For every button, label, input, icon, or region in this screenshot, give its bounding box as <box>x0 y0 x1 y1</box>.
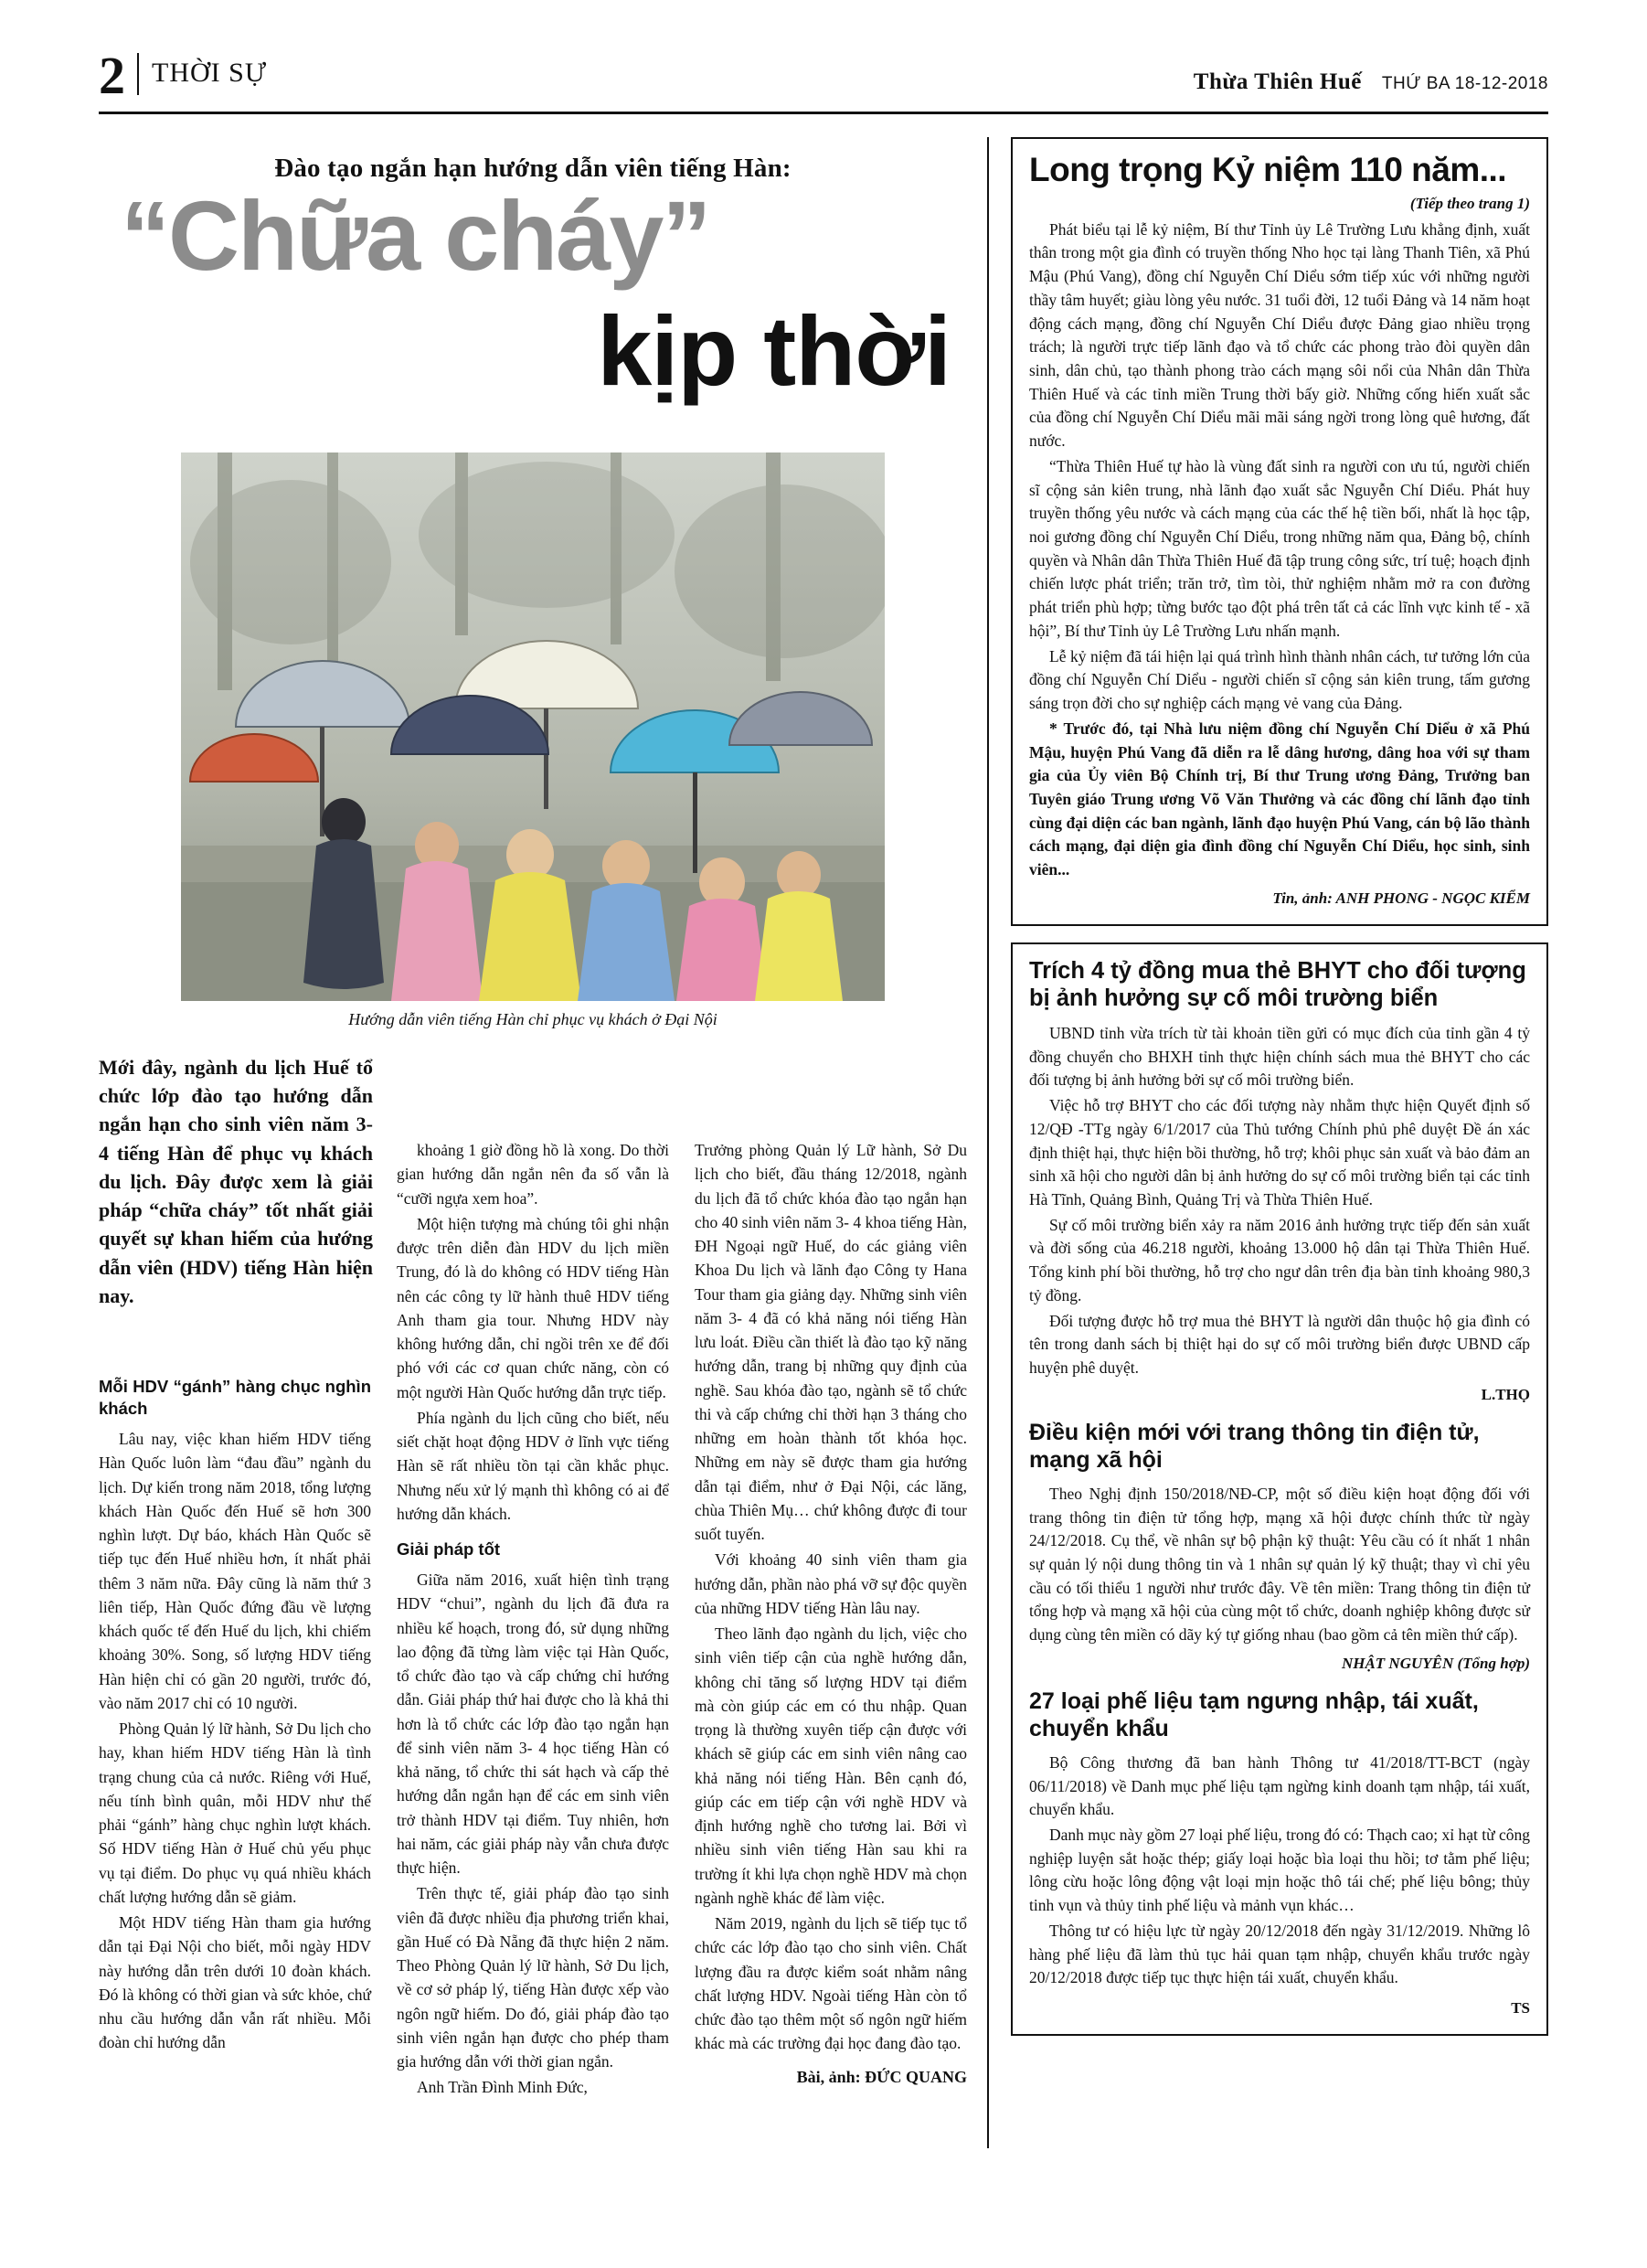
right-headline-3: Điều kiện mới với trang thông tin điện tử, mạng xã hội <box>1029 1419 1480 1473</box>
headline-block <box>99 180 967 432</box>
masthead-divider <box>137 53 139 95</box>
paragraph: Phát biểu tại lễ kỷ niệm, Bí thư Tỉnh ủy Lê Trường Lưu khẳng định, xuất thân trong một gia đình có truyền thống Nho học tại làng Thanh Tiên, xã Phú Mậu (Phú Vang), đồng chí Nguyễn Chí Diểu sớm tiếp xúc với những người thầy tâm huyết; giàu lòng yêu nước. 31 tuổi đời, 12 tuổi Đảng và 14 năm hoạt động cách mạng, đồng chí Nguyễn Chí Diểu được Đảng giao nhiều trọng trách; là người trực tiếp lãnh đạo và tổ chức các phong trào đòi quyền dân sinh, dân chủ, tạo thành phong trào cách mạng sôi nổi của Nhân dân Thừa Thiên Huế và các tỉnh miền Trung thời bấy giờ. Những cống hiến xuất sắc của đồng chí Nguyễn Chí Diểu mãi mãi sáng ngời trong lòng quê hương, đất nước. <box>1029 219 1530 451</box>
paragraph: Anh Trần Đình Minh Đức, <box>417 2078 588 2097</box>
column-divider <box>987 137 989 2148</box>
right-headline-4: 27 loại phế liệu tạm ngưng nhập, tái xuất, chuyển khẩu <box>1029 1688 1479 1741</box>
continued-note: (Tiếp theo trang 1) <box>1409 194 1530 212</box>
photo-illustration <box>181 453 885 1001</box>
paragraph: Thông tư có hiệu lực từ ngày 20/12/2018 đến ngày 31/12/2019. Những lô hàng phế liệu đã làm thủ tục hải quan tạm nhập, chuyển khẩu trước ngày 20/12/2018 được tiếp tục thực hiện tái xuất, chuyển khẩu. <box>1029 1921 1530 1987</box>
paragraph: Lâu nay, việc khan hiếm HDV tiếng Hàn Quốc luôn làm “đau đầu” ngành du lịch. Dự kiến trong năm 2018, tổng lượng khách Hàn Quốc đến Huế sẽ hơn 300 nghìn lượt. Dự báo, khách Hàn Quốc sẽ tiếp tục đến Huế nhiều hơn, ít nhất phải thêm 3 năm nữa. Đây cũng là năm thứ 3 liên tiếp, Hàn Quốc đứng đầu về lượng khách quốc tế đến Huế du lịch, khi chiếm khoảng 30%. Song, số lượng HDV tiếng Hàn hiện chỉ có gần 20 người, trước đó, vào năm 2017 chỉ có 10 người. <box>99 1430 371 1712</box>
right-credit-2: L.THỌ <box>1481 1385 1530 1403</box>
paragraph: Trưởng phòng Quản lý Lữ hành, Sở Du lịch cho biết, đầu tháng 12/2018, ngành du lịch đã tổ chức khóa đào tạo ngắn hạn cho 40 sinh viên năm 3- 4 khoa tiếng Hàn, ĐH Ngoại ngữ Huế, do các giảng viên Khoa Du lịch và lãnh đạo Công ty Hana Tour tham gia giảng dạy. Những sinh viên năm 3- 4 đã có khả năng nói tiếng Hàn lưu loát. Điều cần thiết là đào tạo kỹ năng hướng dẫn, trang bị những quy định của nghề. Sau khóa đào tạo, ngành sẽ tổ chức thi và cấp chứng chỉ thời hạn 3 tháng cho những em hoàn thành tốt khóa học. Những em này sẽ được tham gia hướng dẫn tại điểm, như ở Đại Nội, các lăng, chùa Thiên Mụ… chứ không được đi tour suốt tuyến. <box>695 1141 967 1543</box>
paragraph: Danh mục này gồm 27 loại phế liệu, trong đó có: Thạch cao; xỉ hạt từ công nghiệp luyện sắt hoặc thép; giấy loại hoặc bìa loại thu hồi; tơ tằm phế liệu; lông cừu hoặc lông động vật loại mịn hoặc thô tái chế; phế liệu bông; thủy tinh vụn và thủy tinh phế liệu và mảnh vụn khác… <box>1029 1825 1530 1915</box>
headline-line-2: kịp thời <box>597 295 951 407</box>
paragraph: Trên thực tế, giải pháp đào tạo sinh viên đã được nhiều địa phương triển khai, gần Huế có Đà Nẵng đã thực hiện 2 năm. Theo Phòng Quản lý lữ hành, Sở Du lịch, về cơ sở pháp lý, tiếng Hàn được xếp vào ngôn ngữ hiếm. Do đó, giải pháp đào tạo sinh viên ngắn hạn được cho phép tham gia hướng dẫn với thời gian ngắn. <box>397 1884 669 2071</box>
right-headline-1: Long trọng Kỷ niệm 110 năm... <box>1029 151 1507 188</box>
paragraph: Đối tượng được hỗ trợ mua thẻ BHYT là người dân thuộc hộ gia đình có tên trong danh sách bị thiệt hại do sự cố môi trường biển được UBND cấp huyện phê duyệt. <box>1029 1311 1530 1378</box>
article-lead: Mới đây, ngành du lịch Huế tổ chức lớp đào tạo hướng dẫn ngắn hạn cho sinh viên năm 3- 4 tiếng Hàn để phục vụ khách du lịch. Đây được xem là giải pháp “chữa cháy” tốt nhất giải quyết sự khan hiếm của hướng dẫn viên (HDV) tiếng Hàn hiện nay. <box>99 1056 373 1307</box>
paragraph: Bộ Công thương đã ban hành Thông tư 41/2018/TT-BCT (ngày 06/11/2018) về Danh mục phế liệu tạm ngừng kinh doanh tạm nhập, tái xuất, chuyển khẩu. <box>1029 1752 1530 1819</box>
right-article-1 <box>1011 137 1548 926</box>
paragraph: Phía ngành du lịch cũng cho biết, nếu siết chặt hoạt động HDV ở lĩnh vực tiếng Hàn sẽ rất nhiều tồn tại cần khắc phục. Nhưng nếu xử lý mạnh thì không có ai để hướng dẫn khách. <box>397 1408 669 1523</box>
right-body-1 <box>1029 218 1530 882</box>
masthead-left <box>99 45 268 105</box>
article-column-1 <box>99 1138 371 2102</box>
page-number: 2 <box>99 45 124 105</box>
paragraph: Theo lãnh đạo ngành du lịch, việc cho sinh viên tiếp cận của nghề hướng dẫn, không chỉ tăng số lượng HDV tại điểm mà còn giúp các em có thu nhập. Quan trọng là thường xuyên tiếp cận được với khách sẽ giúp các em sinh viên nâng cao khả năng nói tiếng Hàn. Bên cạnh đó, giúp các em tiếp cận với nghề HDV và định hướng nghề cho tương lai. Bởi vì nhiều sinh viên tiếng Hàn sau khi ra trường ít khi lựa chọn nghề HDV mà chọn ngành nghề khác để làm việc. <box>695 1624 967 1907</box>
section-title: THỜI SỰ <box>152 58 268 89</box>
issue-date: THỨ BA 18-12-2018 <box>1381 74 1548 93</box>
right-body-2 <box>1029 1022 1530 1380</box>
paragraph: Một hiện tượng mà chúng tôi ghi nhận được trên diễn đàn HDV du lịch miền Trung, đó là do không có HDV tiếng Hàn nên các công ty lữ hành thuê HDV tiếng Anh tham gia tour. Nhưng HDV này không hướng dẫn, chỉ ngồi trên xe để đối phó với các cơ quan chức năng, còn có một người Hàn Quốc hướng dẫn trực tiếp. <box>397 1214 669 1401</box>
main-article <box>99 137 967 1310</box>
paragraph: Sự cố môi trường biển xảy ra năm 2016 ảnh hưởng trực tiếp đến sản xuất và đời sống của 46.218 người, khoảng 13.000 hộ dân tại Thừa Thiên Huế. Tổng kinh phí bồi thường, hỗ trợ cho ngư dân trên địa bàn tỉnh khoảng 980,3 tỷ đồng. <box>1029 1215 1530 1304</box>
paper-name: Thừa Thiên Huế <box>1193 69 1362 94</box>
paragraph: Theo Nghị định 150/2018/NĐ-CP, một số điều kiện hoạt động đối với trang thông tin điện tử tổng hợp, mạng xã hội được chính thức từ ngày 24/12/2018. Cụ thể, về nhân sự bộ phận kỹ thuật: Yêu cầu có ít nhất 1 nhân sự quản lý nội dung thông tin và 1 nhân sự quản lý kỹ thuật; thay vì chỉ yêu cầu có tối thiểu 1 người như trước đây. Về tên miền: Trang thông tin điện tử tổng hợp và mạng xã hội của cùng một tổ chức, doanh nghiệp không được sử dụng cùng tên miền có dãy ký tự giống nhau (bao gồm cả tên miền thứ cấp). <box>1029 1484 1530 1645</box>
article-kicker: Đào tạo ngắn hạn hướng dẫn viên tiếng Hàn: <box>274 154 792 183</box>
masthead <box>99 44 1548 105</box>
article-byline: Bài, ảnh: ĐỨC QUANG <box>796 2067 967 2086</box>
masthead-right <box>1194 69 1548 101</box>
article-columns <box>99 1138 967 2102</box>
right-body-3 <box>1029 1483 1530 1647</box>
right-article-2 <box>1011 942 1548 2036</box>
headline-line-1: “Chữa cháy” <box>121 180 710 291</box>
paragraph: Lễ kỷ niệm đã tái hiện lại quá trình hình thành nhân cách, tư tưởng lớn của đồng chí Nguyễn Chí Diểu - người chiến sĩ cộng sản kiên trung, tấm gương sáng trọn đời cho sự nghiệp cách mạng vẻ vang của Đảng. <box>1029 646 1530 713</box>
paragraph: “Thừa Thiên Huế tự hào là vùng đất sinh ra người con ưu tú, người chiến sĩ cộng sản kiên trung, nhà lãnh đạo xuất sắc Nguyễn Chí Diểu. Phát huy truyền thống yêu nước và cách mạng của các thế hệ tiền bối, nhất là học tập, noi gương đồng chí Nguyễn Chí Diểu, trong những năm qua, Đảng bộ, chính quyền và Nhân dân Thừa Thiên Huế đã tập trung công sức, trí tuệ; hoạch định chiến lược phát triển; trăn trở, tìm tòi, thử nghiệm nhằm mở ra con đường phát triển phù hợp; từng bước tạo đột phá trên tất cả các lĩnh vực kinh tế - xã hội”, Bí thư Tỉnh ủy Lê Trường Lưu nhấn mạnh. <box>1029 456 1530 640</box>
paragraph: Năm 2019, ngành du lịch sẽ tiếp tục tổ chức các lớp đào tạo cho sinh viên. Chất lượng đầu ra được kiểm soát nhằm nâng chất lượng HDV. Ngoài tiếng Hàn còn tổ chức đào tạo thêm một số ngôn ngữ hiếm khác mà các trường đại học đang đào tạo. <box>695 1914 967 2053</box>
masthead-rule <box>99 112 1548 114</box>
paragraph: Phòng Quản lý lữ hành, Sở Du lịch cho hay, khan hiếm HDV tiếng Hàn là tình trạng chung của cả nước. Riêng với Huế, nếu tính bình quân, mỗi HDV như thế phải “gánh” hàng chục nghìn lượt khách. Số HDV tiếng Hàn ở Huế chủ yếu phục vụ tại điểm. Do phục vụ quá nhiều khách chất lượng hướng dẫn sẽ giảm. <box>99 1720 371 1906</box>
right-body-4 <box>1029 1752 1530 1990</box>
paragraph: khoảng 1 giờ đồng hồ là xong. Do thời gian hướng dẫn ngắn nên đa số vẫn là “cưỡi ngựa xem hoa”. <box>397 1141 669 1208</box>
right-credit-1: Tin, ảnh: ANH PHONG - NGỌC KIỂM <box>1272 889 1530 907</box>
right-headline-2: Trích 4 tỷ đồng mua thẻ BHYT cho đối tượng bị ảnh hưởng sự cố môi trường biển <box>1029 957 1526 1012</box>
paragraph: Với khoảng 40 sinh viên tham gia hướng dẫn, phần nào phá vỡ sự độc quyền của những HDV tiếng Hàn lâu nay. <box>695 1550 967 1617</box>
paragraph: Giữa năm 2016, xuất hiện tình trạng HDV “chui”, ngành du lịch đã đưa ra nhiều kế hoạch, trong đó, sử dụng những lao động đã từng làm việc tại Hàn Quốc, tổ chức đào tạo và cấp chứng chỉ hướng dẫn. Giải pháp thứ hai được cho là khả thi hơn là tổ chức các lớp đào tạo ngắn hạn để sinh viên năm 3- 4 học tiếng Hàn có khả năng, tổ chức thi sát hạch và cấp thẻ hướng dẫn ngắn hạn để các em sinh viên trở thành HDV tại điểm. Tuy nhiên, hơn hai năm, các giải pháp này vẫn chưa được thực hiện. <box>397 1571 669 1878</box>
article-column-2 <box>397 1138 669 2102</box>
paragraph: Một HDV tiếng Hàn tham gia hướng dẫn tại Đại Nội cho biết, mỗi ngày HDV này hướng dẫn trên dưới 10 đoàn khách. Đó là không có thời gian và sức khỏe, chứ nhu cầu hướng dẫn vẫn rất nhiều. Mỗi đoàn chỉ hướng dẫn <box>99 1913 371 2052</box>
subheading-2: Giải pháp tốt <box>397 1539 501 1559</box>
right-column <box>1011 137 1548 2036</box>
article-photo <box>181 453 885 1001</box>
paragraph: UBND tỉnh vừa trích từ tài khoản tiền gửi có mục đích của tỉnh gần 4 tỷ đồng chuyển cho BHXH tỉnh thực hiện chính sách mua thẻ BHYT cho các đối tượng bị ảnh hưởng bởi sự cố môi trường biển. <box>1029 1024 1530 1090</box>
right-credit-4: TS <box>1511 1999 1530 2017</box>
photo-caption: Hướng dẫn viên tiếng Hàn chỉ phục vụ khách ở Đại Nội <box>348 1010 717 1028</box>
paragraph: Việc hỗ trợ BHYT cho các đối tượng này nhằm thực hiện Quyết định số 12/QĐ -TTg ngày 6/1/2017 của Thủ tướng Chính phủ phê duyệt Đề án xác định thiệt hại, thực hiện bồi thường, hỗ trợ; khôi phục sản xuất và bảo đảm an sinh xã hội cho người dân bị ảnh hưởng do sự cố môi trường biển tại các tỉnh Hà Tĩnh, Quảng Bình, Quảng Trị và Thừa Thiên Huế. <box>1029 1096 1530 1209</box>
article-column-3 <box>695 1138 967 2102</box>
paragraph-bold: * Trước đó, tại Nhà lưu niệm đồng chí Nguyễn Chí Diểu ở xã Phú Mậu, huyện Phú Vang đã diễn ra lễ dâng hương, dâng hoa với sự tham gia của Ủy viên Bộ Chính trị, Bí thư Trung ương Đảng, Trưởng ban Tuyên giáo Trung ương Võ Văn Thưởng và các đồng chí lãnh đạo tỉnh cùng đại diện các ban ngành, lãnh đạo huyện Phú Vang, cán bộ lão thành cách mạng, đại diện gia đình đồng chí Nguyễn Chí Diểu, học sinh, sinh viên... <box>1029 719 1530 879</box>
subheading-1: Mỗi HDV “gánh” hàng chục nghìn khách <box>99 1377 371 1419</box>
right-credit-3: NHẬT NGUYÊN (Tổng hợp) <box>1341 1654 1530 1672</box>
